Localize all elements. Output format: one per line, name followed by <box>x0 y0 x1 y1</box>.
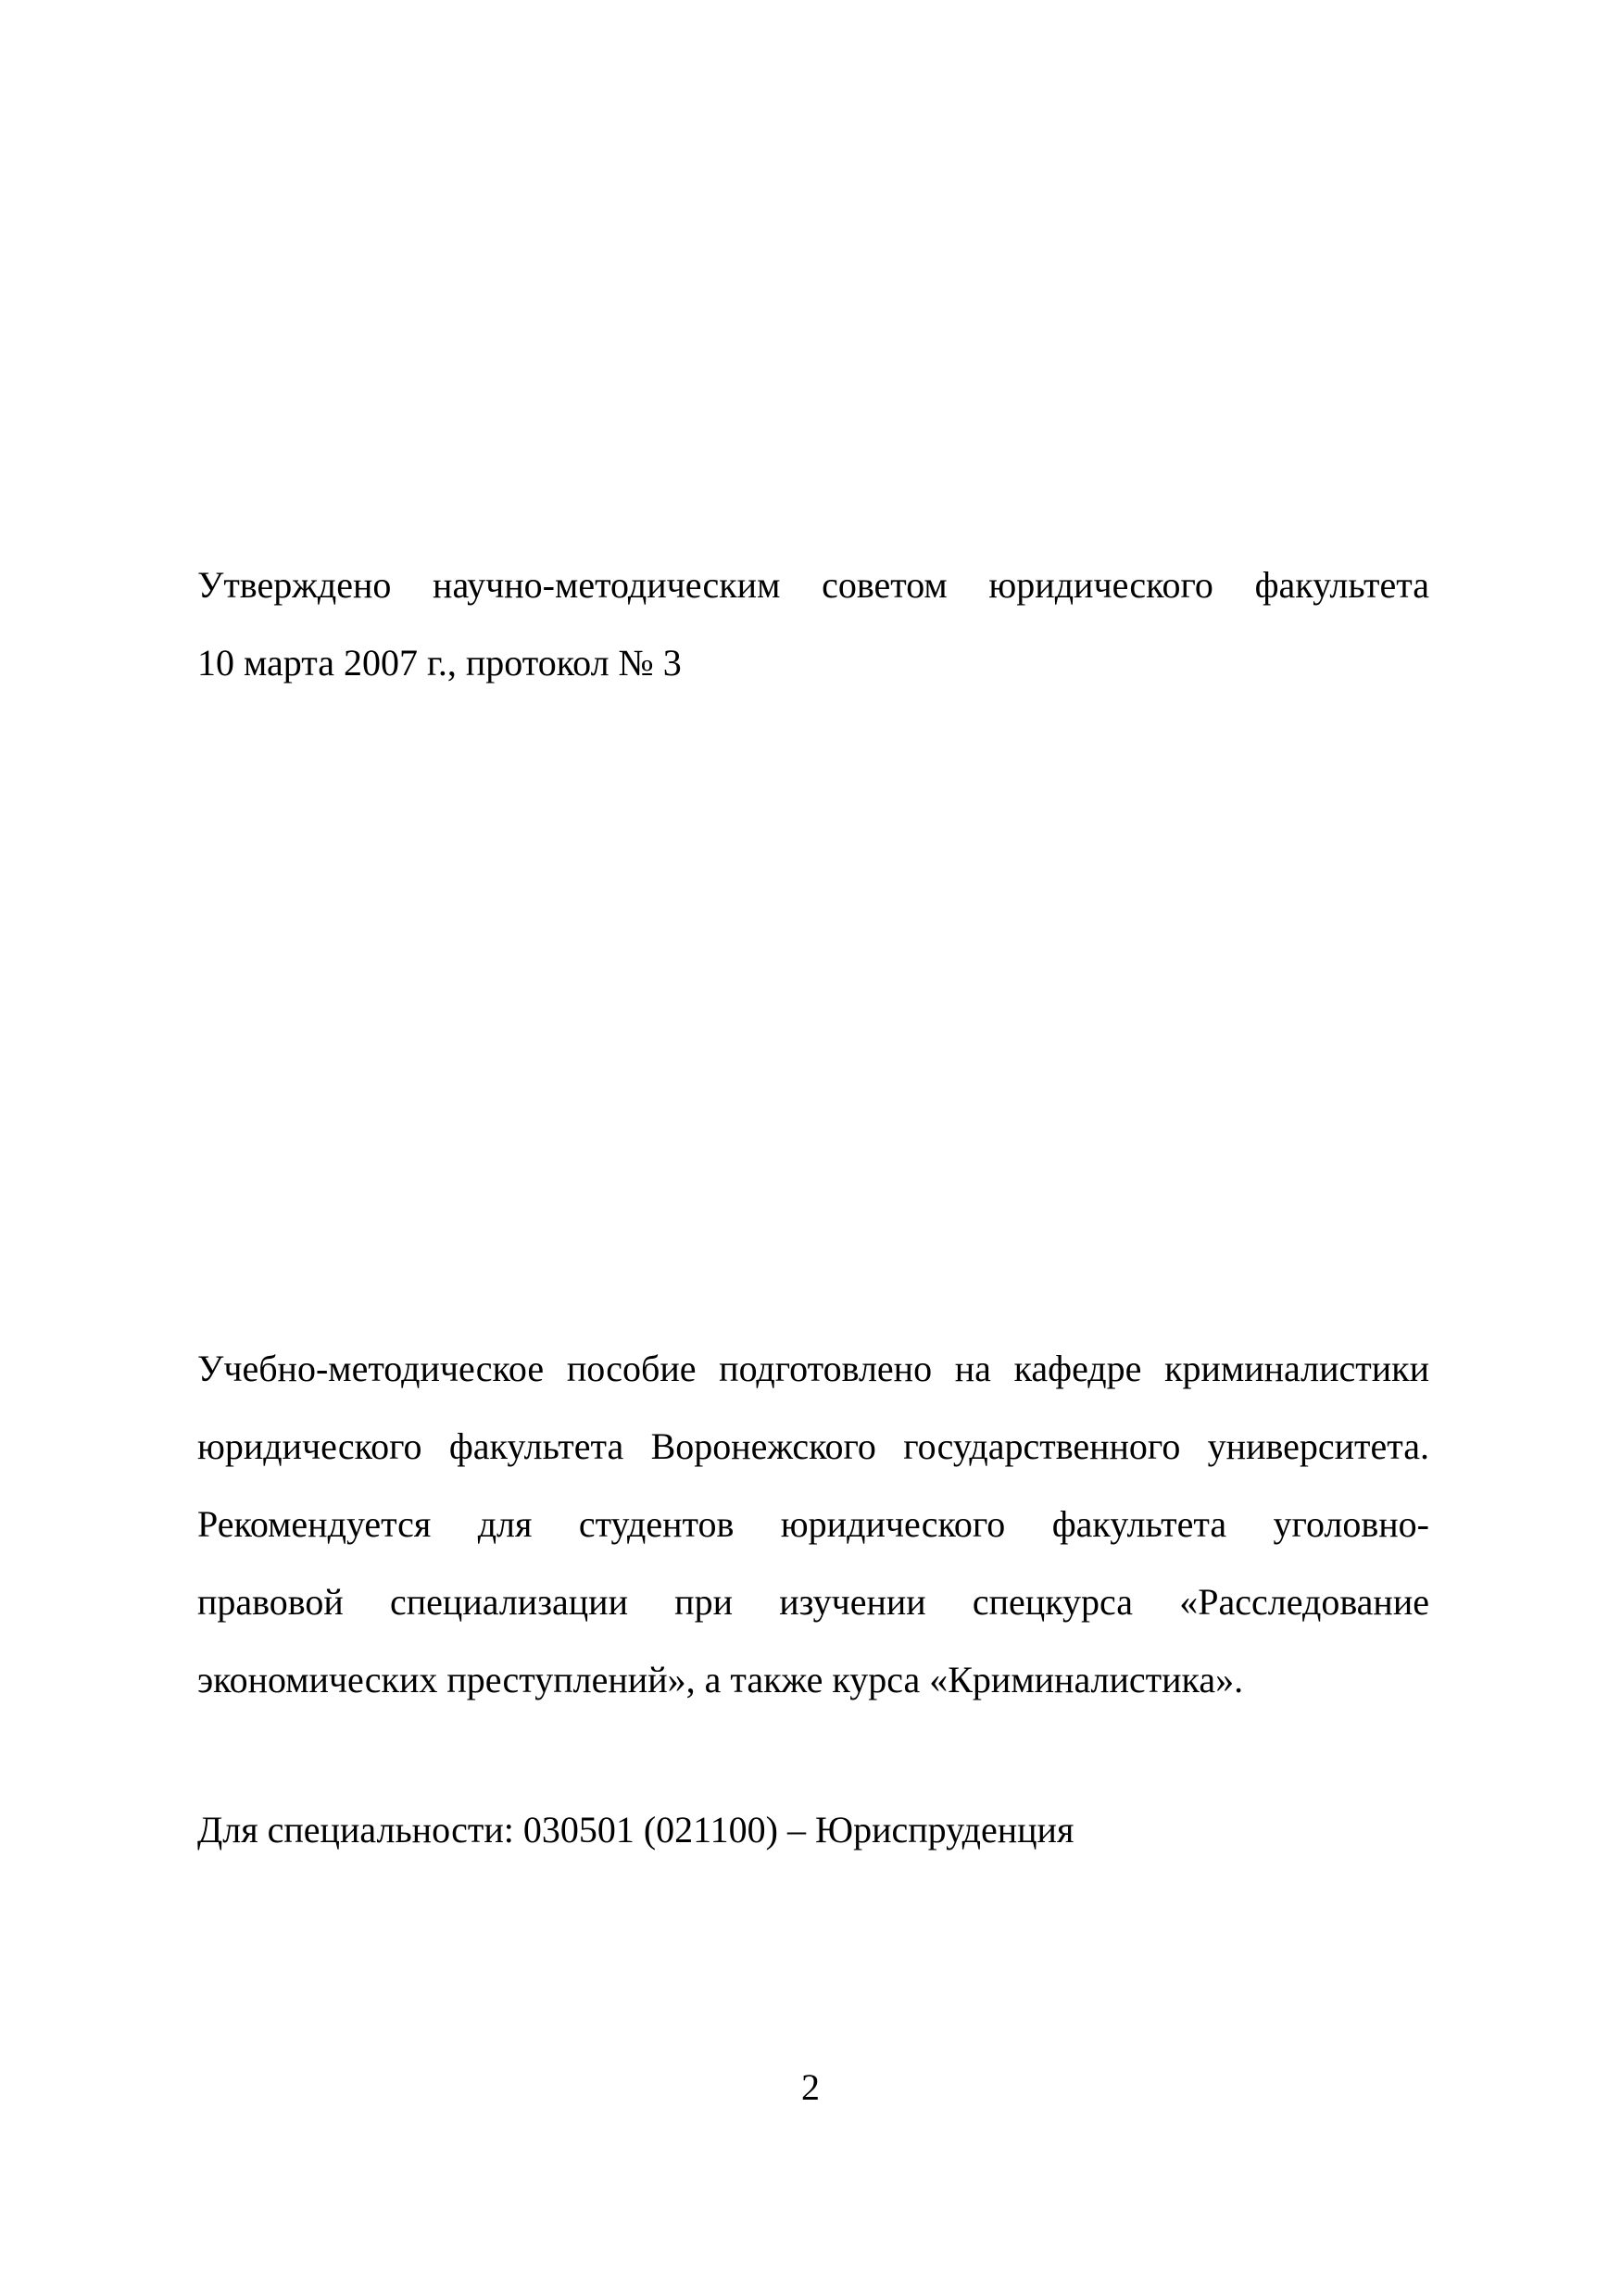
description-line-4: правовой специализации при изучении спецкурса «Расследование <box>197 1581 1429 1623</box>
specialty-text: Для специальности: 030501 (021100) – Юриспруденция <box>197 1809 1074 1851</box>
description-line-3: Рекомендуется для студентов юридического факультета уголовно- <box>197 1503 1429 1545</box>
page-number: 2 <box>801 2066 820 2108</box>
approval-note <box>197 546 1429 702</box>
description-line-5: экономических преступлений», а также курса «Криминалистика». <box>197 1659 1244 1700</box>
description-line-2: юридического факультета Воронежского государственного университета. <box>197 1425 1429 1467</box>
specialty-note <box>197 1791 1429 1869</box>
approval-line-2: 10 марта 2007 г., протокол № 3 <box>197 642 682 684</box>
description-paragraph <box>197 1330 1429 1719</box>
approval-line-1: Утверждено научно-методическим советом юридического факультета <box>197 564 1429 606</box>
description-line-1: Учебно-методическое пособие подготовлено на кафедре криминалистики <box>197 1348 1429 1389</box>
